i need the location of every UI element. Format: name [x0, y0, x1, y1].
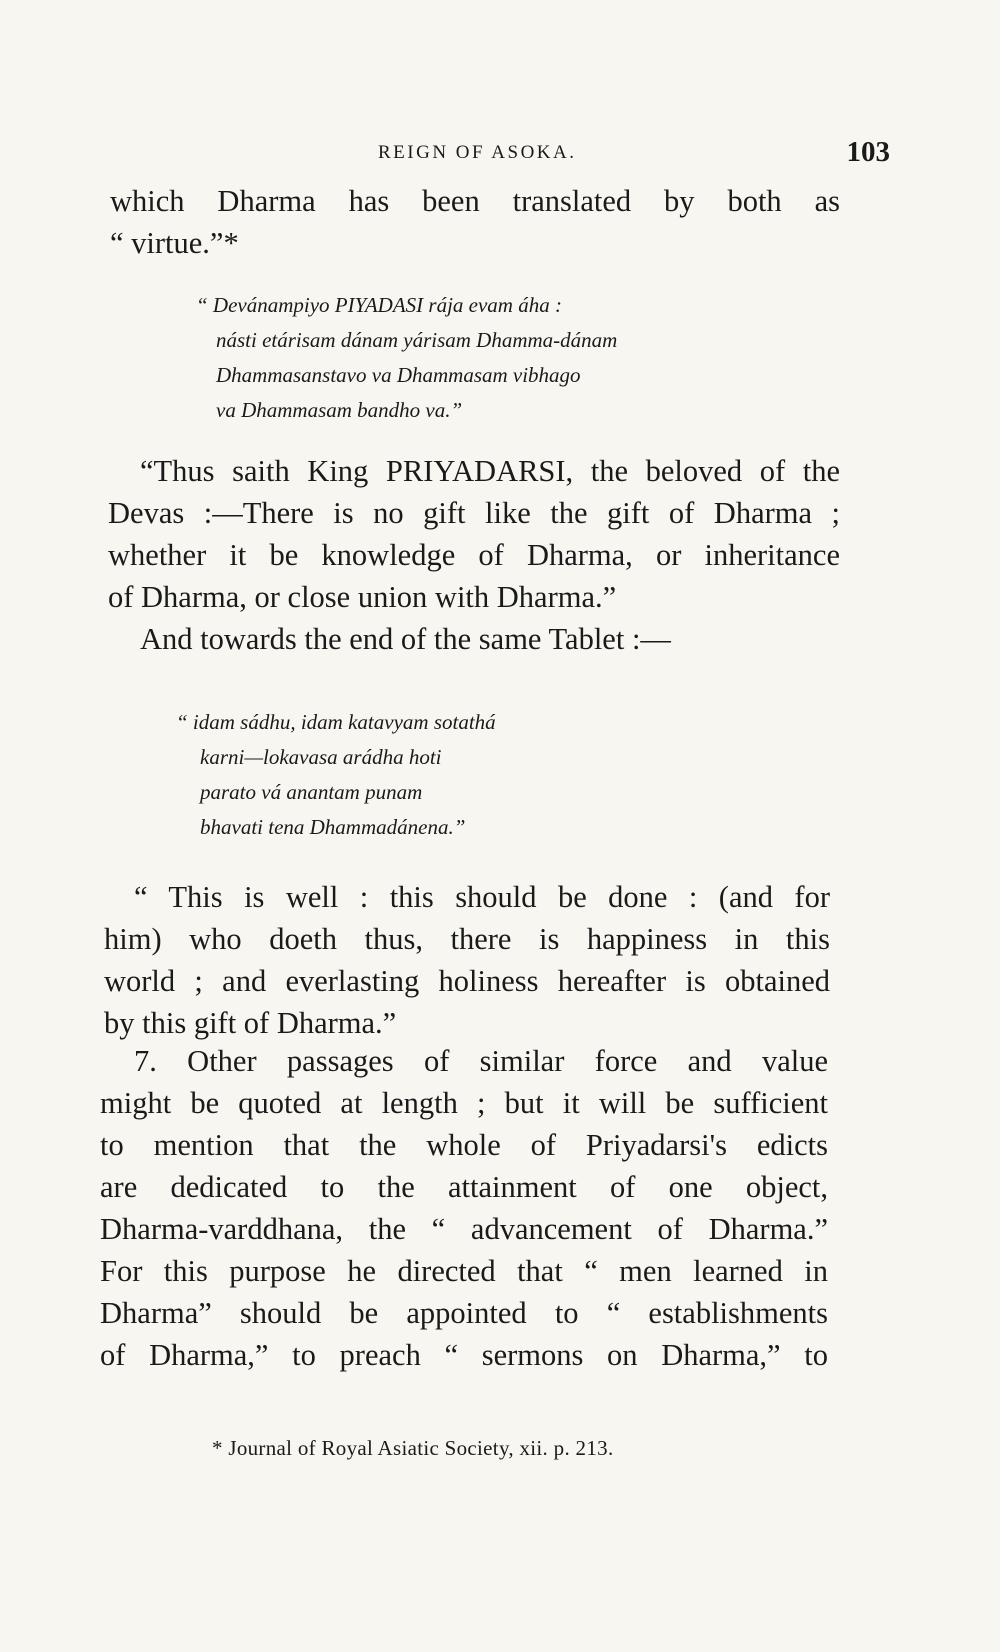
text-line: of Dharma, or close union with Dharma.”	[108, 580, 617, 614]
text-line: “ This is well : this should be done : (and for	[134, 880, 830, 914]
text-line: him) who doeth thus, there is happiness in this	[104, 922, 830, 956]
text-line: 7. Other passages of similar force and value	[134, 1044, 828, 1078]
text-line: “ virtue.”*	[110, 226, 239, 260]
section-7-paragraph	[100, 1040, 828, 1376]
text-line: For this purpose he directed that “ men learned in	[100, 1254, 828, 1288]
text-line: might be quoted at length ; but it will be sufficient	[100, 1086, 828, 1120]
verse-line: Dhammasanstavo va Dhammasam vibhago	[216, 363, 581, 387]
text-line: “Thus saith King PRIYADARSI, the beloved of the	[140, 454, 840, 488]
text-line: Devas :—There is no gift like the gift of Dharma ;	[108, 496, 840, 530]
text-line: Dharma” should be appointed to “ establishments	[100, 1296, 828, 1330]
running-title: REIGN OF ASOKA.	[378, 142, 577, 163]
intro-paragraph	[110, 180, 840, 264]
text-line: by this gift of Dharma.”	[104, 1006, 397, 1040]
running-head	[110, 136, 890, 176]
text-line: world ; and everlasting holiness hereafter is obtained	[104, 964, 830, 998]
page-number: 103	[846, 136, 890, 168]
verse-line: “ Devánampiyo PIYADASI rája evam áha :	[196, 293, 562, 317]
text-line: which Dharma has been translated by both as	[110, 184, 840, 218]
verse-line: násti etárisam dánam yárisam Dhamma-dánam	[216, 328, 618, 352]
text-line: of Dharma,” to preach “ sermons on Dharma,” to	[100, 1338, 828, 1372]
text-line: Dharma-varddhana, the “ advancement of Dharma.”	[100, 1212, 828, 1246]
text-line: whether it be knowledge of Dharma, or inheritance	[108, 538, 840, 572]
verse-line: parato vá anantam punam	[200, 780, 423, 804]
translation-2	[104, 876, 830, 1044]
text-line: to mention that the whole of Priyadarsi's edicts	[100, 1128, 828, 1162]
pali-verse-1	[196, 288, 617, 428]
pali-verse-2	[176, 705, 496, 845]
verse-line: “ idam sádhu, idam katavyam sotathá	[176, 710, 496, 734]
verse-line: karni—lokavasa arádha hoti	[200, 745, 442, 769]
footnote: * Journal of Royal Asiatic Society, xii. p. 213.	[212, 1436, 614, 1460]
verse-line: bhavati tena Dhammadánena.”	[200, 815, 466, 839]
text-line: And towards the end of the same Tablet :—	[140, 622, 671, 656]
transition-line	[140, 618, 840, 660]
translation-1	[108, 450, 840, 618]
verse-line: va Dhammasam bandho va.”	[216, 398, 463, 422]
text-line: are dedicated to the attainment of one object,	[100, 1170, 828, 1204]
